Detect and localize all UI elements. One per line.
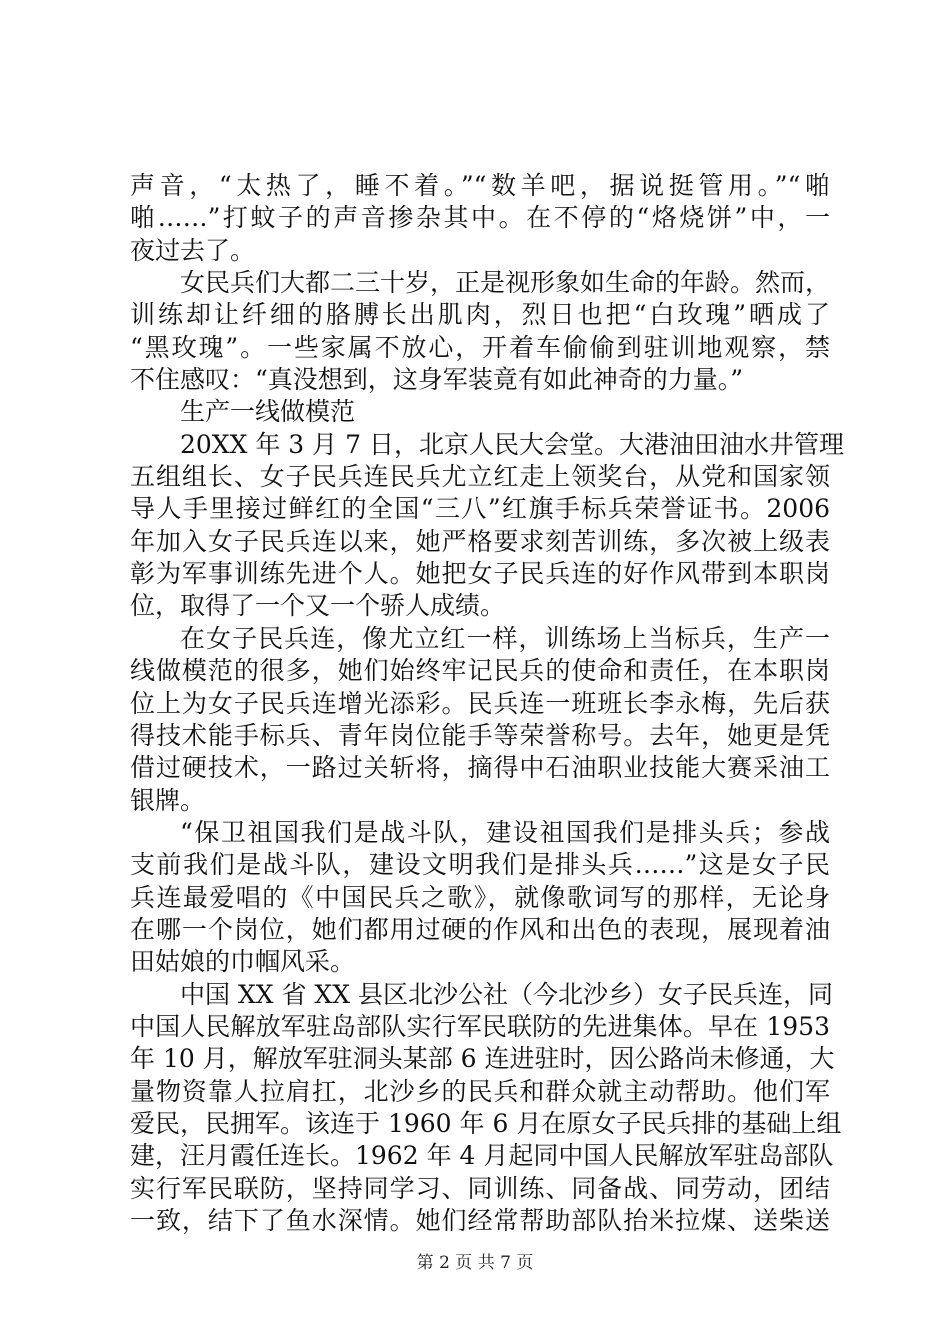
text-line: 量物资靠人拉肩扛，北沙乡的民兵和群众就主动帮助。他们军 — [130, 1076, 830, 1106]
text-line: 田姑娘的巾帼风采。 — [130, 947, 356, 977]
text-line: “保卫祖国我们是战斗队，建设祖国我们是排头兵；参战 — [180, 817, 830, 847]
text-line: 20XX 年 3 月 7 日，北京人民大会堂。大港油田油水井管理 — [180, 429, 844, 459]
text-line: 五组组长、女子民兵连民兵尤立红走上领奖台，从党和国家领 — [130, 462, 830, 492]
text-line: 位上为女子民兵连增光添彩。民兵连一班班长李永梅，先后获 — [130, 688, 830, 718]
text-line: 得技术能手标兵、青年岗位能手等荣誉称号。去年，她更是凭 — [130, 720, 830, 750]
text-line: 在哪一个岗位，她们都用过硬的作风和出色的表现，展现着油 — [130, 914, 830, 944]
text-line: 实行军民联防，坚持同学习、同训练、同备战、同劳动，团结 — [130, 1173, 830, 1203]
text-line: “黑玫瑰”。一些家属不放心，开着车偷偷到驻训地观察，禁 — [130, 332, 830, 362]
text-line: 彰为军事训练先进个人。她把女子民兵连的好作风带到本职岗 — [130, 559, 830, 589]
text-line: 声音，“太热了，睡不着。”“数羊吧，据说挺管用。”“啪 — [130, 171, 830, 200]
text-line: 中国人民解放军驻岛部队实行军民联防的先进集体。早在 1953 — [130, 1011, 830, 1041]
text-line: 中国 XX 省 XX 县区北沙公社（今北沙乡）女子民兵连，同 — [180, 979, 833, 1009]
text-line: 导人手里接过鲜红的全国“三八”红旗手标兵荣誉证书。2006 — [130, 494, 830, 524]
text-line: 银牌。 — [130, 785, 206, 815]
page-footer: 第 2 页 共 7 页 — [416, 1253, 534, 1273]
text-line: 在女子民兵连，像尤立红一样，训练场上当标兵，生产一 — [180, 623, 830, 653]
text-line: 年 10 月，解放军驻洞头某部 6 连进驻时，因公路尚未修通，大 — [130, 1044, 835, 1074]
text-line: 生产一线做模范 — [180, 397, 356, 427]
text-line: 位，取得了一个又一个骄人成绩。 — [130, 591, 506, 621]
text-line: 线做模范的很多，她们始终牢记民兵的使命和责任，在本职岗 — [130, 656, 830, 686]
text-line: 女民兵们大都二三十岁，正是视形象如生命的年龄。然而， — [180, 268, 831, 298]
text-line: 年加入女子民兵连以来，她严格要求刻苦训练，多次被上级表 — [130, 526, 830, 556]
text-line: 训练却让纤细的胳膊长出肌肉，烈日也把“白玫瑰”晒成了 — [130, 300, 830, 330]
text-line: 不住感叹：“真没想到，这身军装竟有如此神奇的力量。” — [130, 365, 744, 395]
text-line: 啪……”打蚊子的声音掺杂其中。在不停的“烙烧饼”中，一 — [130, 203, 830, 233]
text-line: 支前我们是战斗队，建设文明我们是排头兵……”这是女子民 — [130, 850, 830, 880]
text-line: 建，汪月霞任连长。1962 年 4 月起同中国人民解放军驻岛部队 — [130, 1141, 834, 1171]
text-line: 夜过去了。 — [130, 235, 256, 265]
text-line: 一致，结下了鱼水深情。她们经常帮助部队抬米拉煤、送柴送 — [130, 1206, 830, 1235]
text-line: 借过硬技术，一路过关斩将，摘得中石油职业技能大赛采油工 — [130, 753, 830, 783]
body-text — [130, 170, 844, 1237]
text-line: 爱民，民拥军。该连于 1960 年 6 月在原女子民兵排的基础上组 — [130, 1108, 842, 1138]
text-line: 兵连最爱唱的《中国民兵之歌》，就像歌词写的那样，无论身 — [130, 882, 830, 912]
